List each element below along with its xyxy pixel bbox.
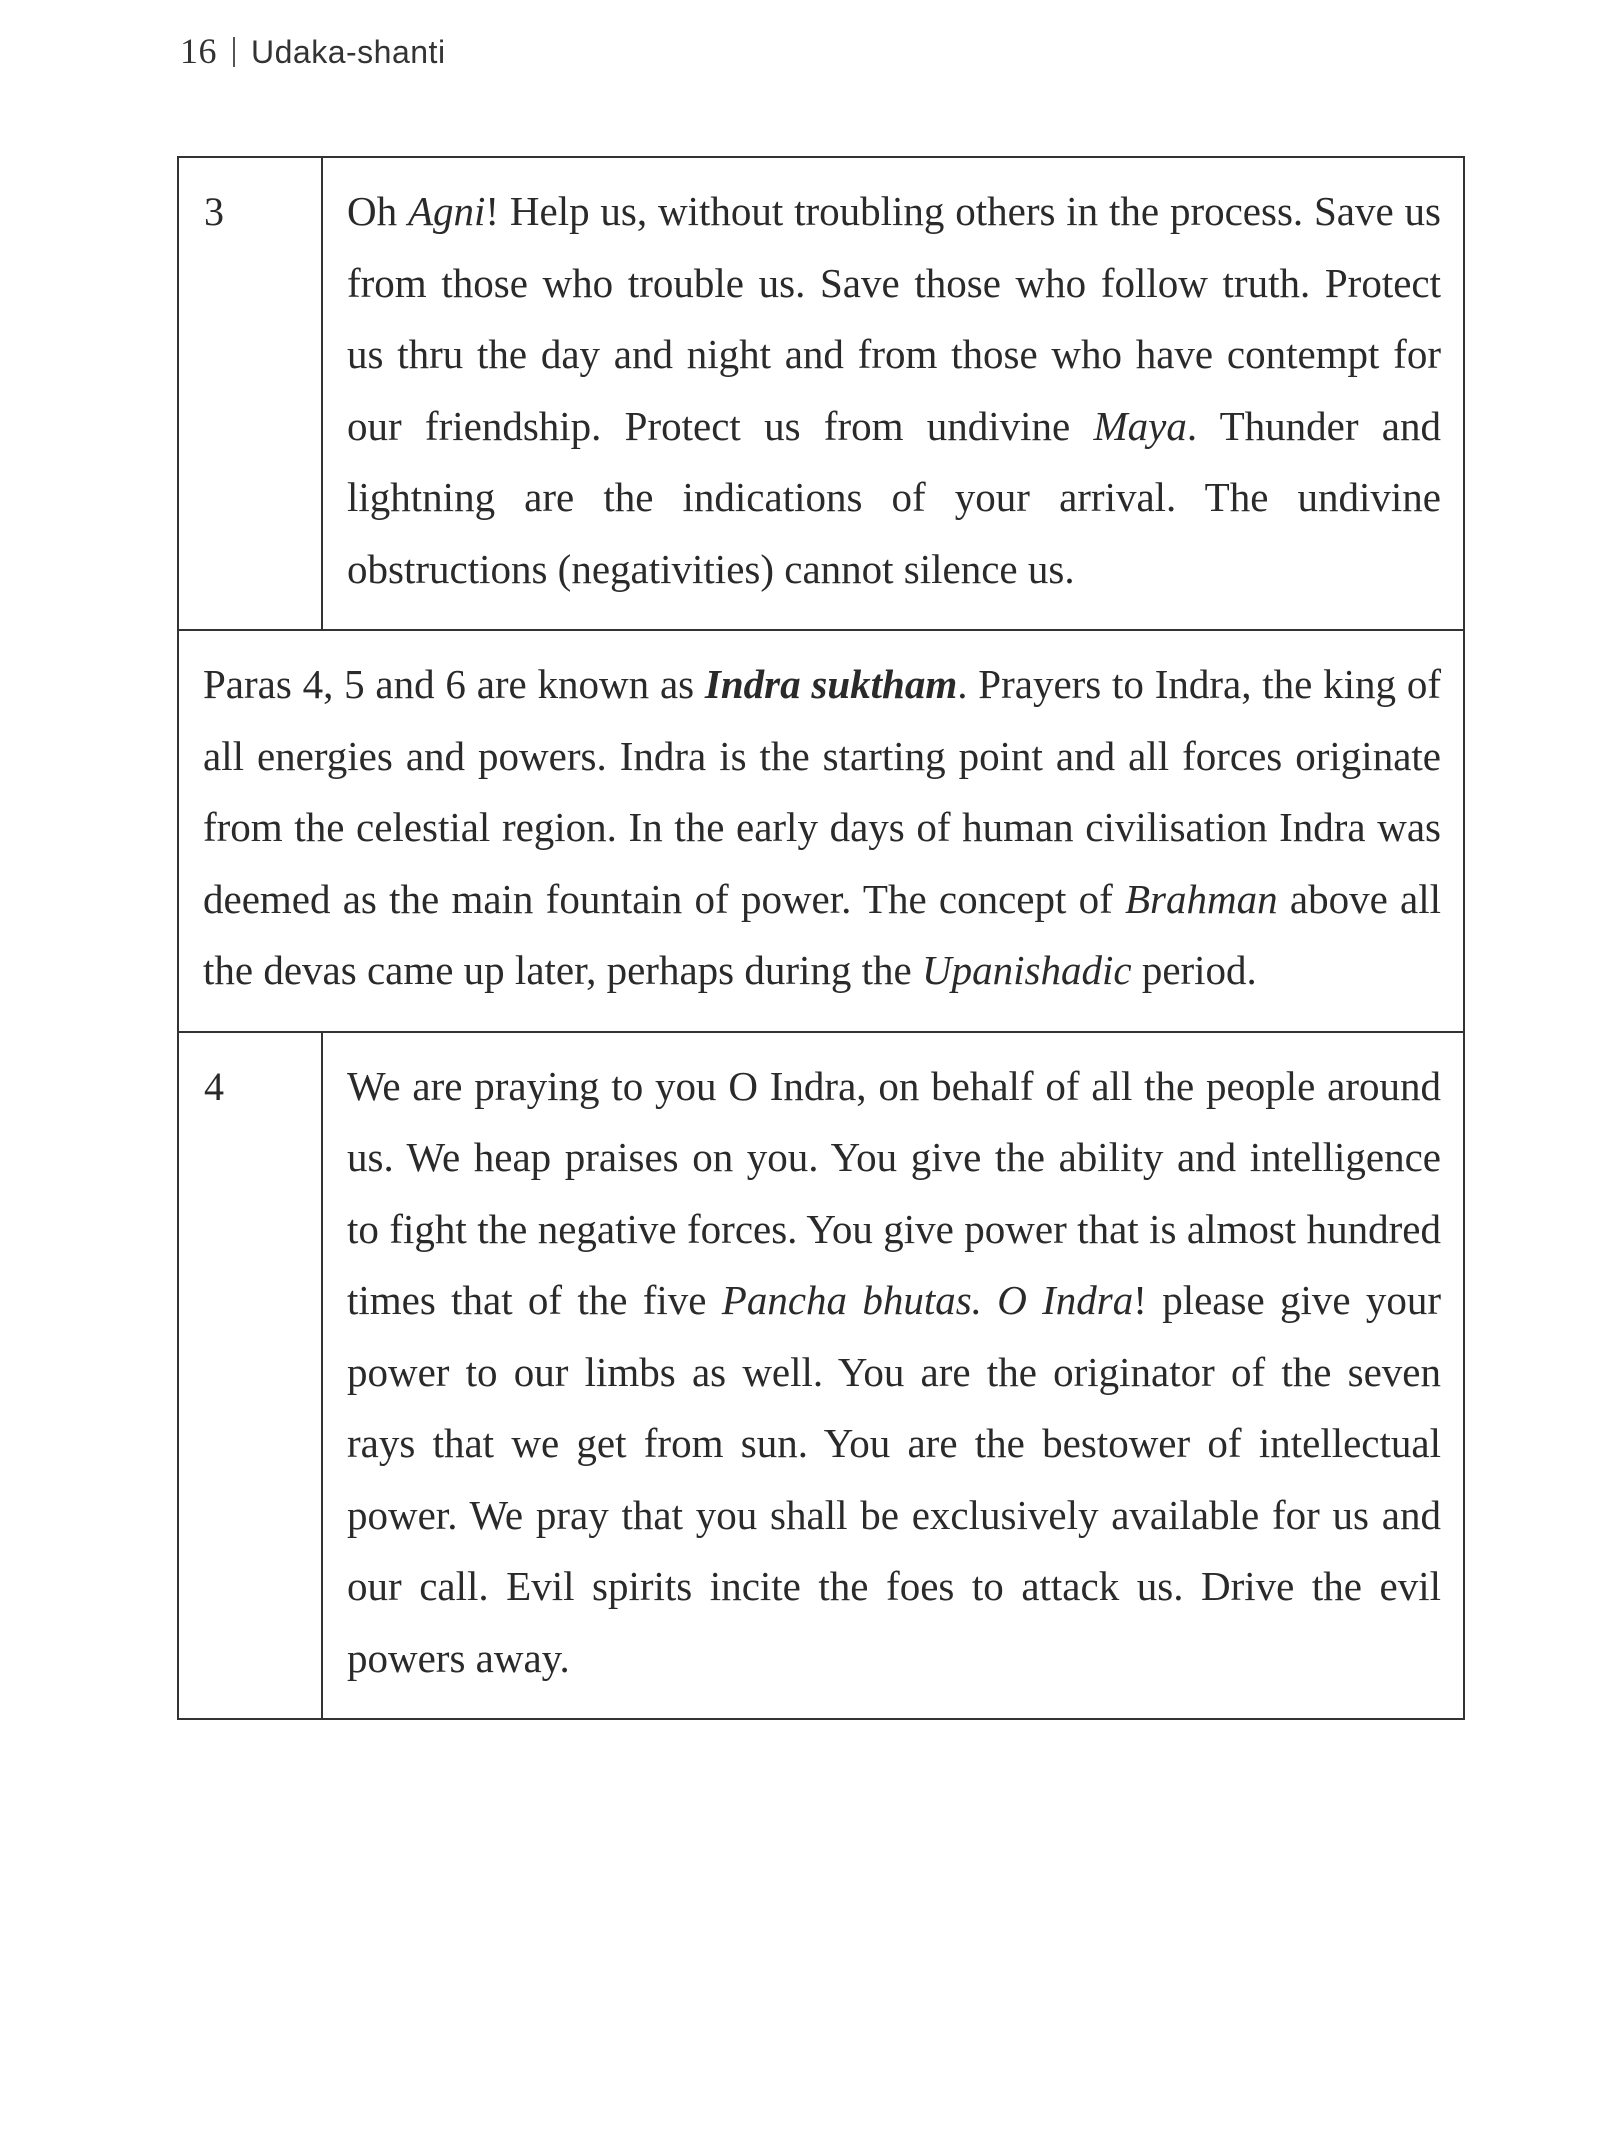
verse-text [323, 1033, 1463, 1719]
verse-text [323, 158, 1463, 629]
italic-term: Upanishadic [922, 947, 1132, 993]
running-header [180, 30, 446, 72]
text-run: ! Help us, without troubling others in the process. Save us from those who trouble us. Save those who follow truth. Protect us thru the day and night and from those who have contempt for our friendship. Protect us from undivine [347, 188, 1441, 449]
text-run: We are praying to you O Indra, on behalf of all the people around us. We heap praises on you. You give the ability and intelligence to fight the negative forces. You give power that is almost hundred times that of the five [347, 1062, 1441, 1323]
table-row [179, 158, 1463, 631]
page-number: 16 [180, 31, 217, 71]
italic-term: Brahman [1125, 875, 1278, 922]
text-run: above all the devas came up later, perhaps during the [203, 875, 1441, 993]
text-run: . Thunder and lightning are the indications of your arrival. The undivine obstructions (negativities) cannot silence us. [347, 402, 1441, 592]
italic-term: Maya [1093, 402, 1187, 449]
verse-table [177, 156, 1465, 1720]
commentary-text [179, 631, 1463, 1031]
text-run: . Prayers to Indra, the king of all energies and powers. Indra is the starting point and all forces originate from the celestial region. In the early days of human civilisation Indra was deemed as the main fountain of power. The concept of [203, 661, 1441, 922]
verse-number: 3 [179, 158, 323, 629]
text-run: Oh [347, 188, 408, 234]
text-run: period. [1131, 947, 1257, 993]
emphasis-text: Indra suktham [704, 661, 958, 707]
header-divider [233, 37, 235, 67]
text-run: Paras 4, 5 and 6 are known as [203, 661, 705, 707]
table-row [179, 631, 1463, 1033]
text-run: ! please give your power to our limbs as well. You are the originator of the seven rays that we get from sun. You are the bestower of intellectual power. We pray that you shall be exclusively available for us and our call. Evil spirits incite the foes to attack us. Drive the evil powers away. [347, 1277, 1442, 1681]
table-row [179, 1033, 1463, 1719]
italic-term: Agni [407, 188, 486, 234]
book-title: Udaka-shanti [251, 34, 446, 70]
italic-term: Pancha bhutas. O Indra [721, 1277, 1134, 1323]
verse-number: 4 [179, 1033, 323, 1719]
